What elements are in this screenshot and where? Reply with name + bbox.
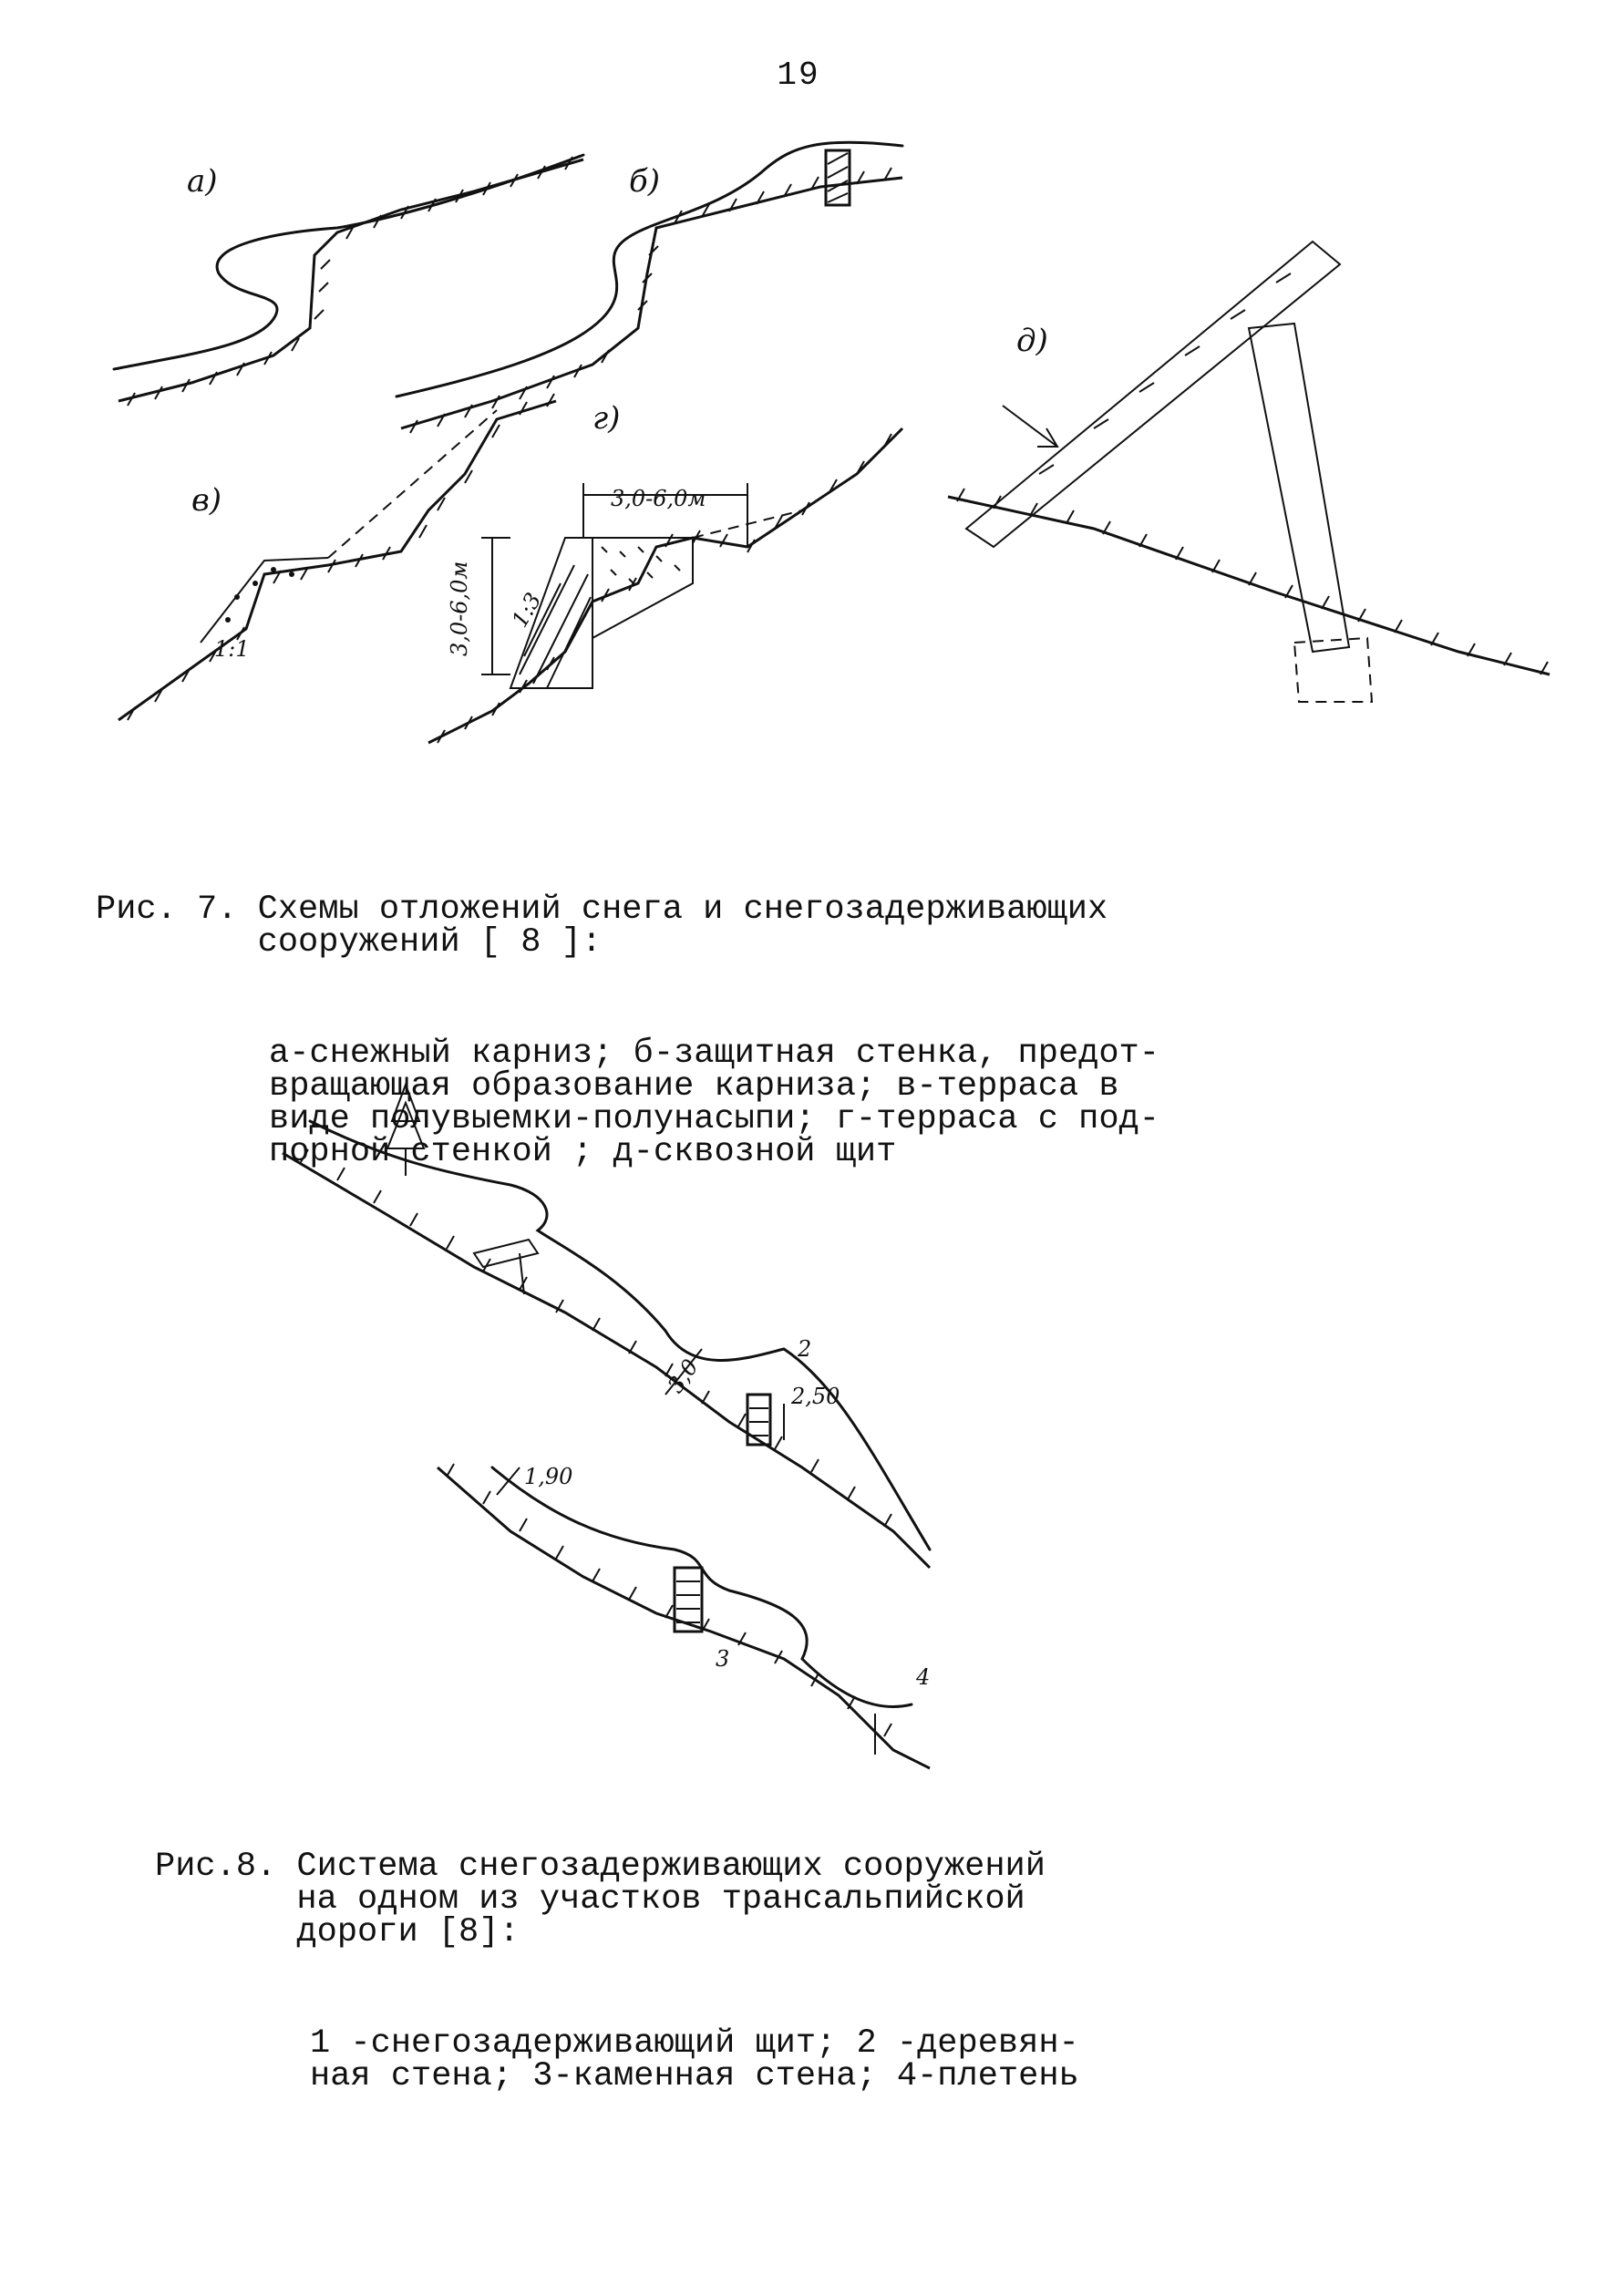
dim-height: 3,0-6,0м	[447, 561, 472, 656]
label-a: а)	[187, 163, 218, 200]
slope-v: 1:1	[214, 636, 250, 662]
label-b: б)	[629, 163, 661, 200]
label-d: д)	[1016, 323, 1048, 359]
label-v: в)	[191, 482, 222, 519]
figure-8-lower-slope	[438, 1464, 930, 1768]
marker-4: 4	[916, 1664, 931, 1690]
figure-8-caption-title: Рис.8. Система снегозадерживающих сооружений на одном из участков трансальпийской дороги [8]:	[155, 1848, 1046, 1951]
marker-2: 2	[798, 1336, 812, 1362]
marker-3: 3	[716, 1646, 730, 1672]
dim-2-50: 2,50	[791, 1384, 840, 1409]
dim-width: 3,0-6,0м	[611, 486, 706, 511]
dim-1-90: 1,90	[524, 1464, 573, 1489]
figure-7-caption-title: Рис. 7. Схемы отложений снега и снегозадерживающих сооружений [ 8 ]:	[96, 891, 1108, 962]
figure-8-caption-text: 1 -снегозадерживающий щит; 2 -деревян- ная стена; 3-каменная стена; 4-плетень	[310, 2024, 1079, 2095]
slope-g: 1:3	[506, 588, 547, 632]
label-g: г)	[592, 400, 621, 437]
dim-3-0: 3,0	[662, 1354, 704, 1398]
figure-7-caption-text: а-снежный карниз; б-защитная стенка, предот- вращающая образование карниза; в-терраса в виде полувыемки-полунасыпи; г-терраса с под- порной стенкой ; д-сквозной щит	[269, 1035, 1159, 1171]
page-number: 19	[777, 57, 820, 94]
figure-8-upper-slope	[283, 1085, 930, 1568]
figure-8-caption	[155, 1785, 1079, 2126]
